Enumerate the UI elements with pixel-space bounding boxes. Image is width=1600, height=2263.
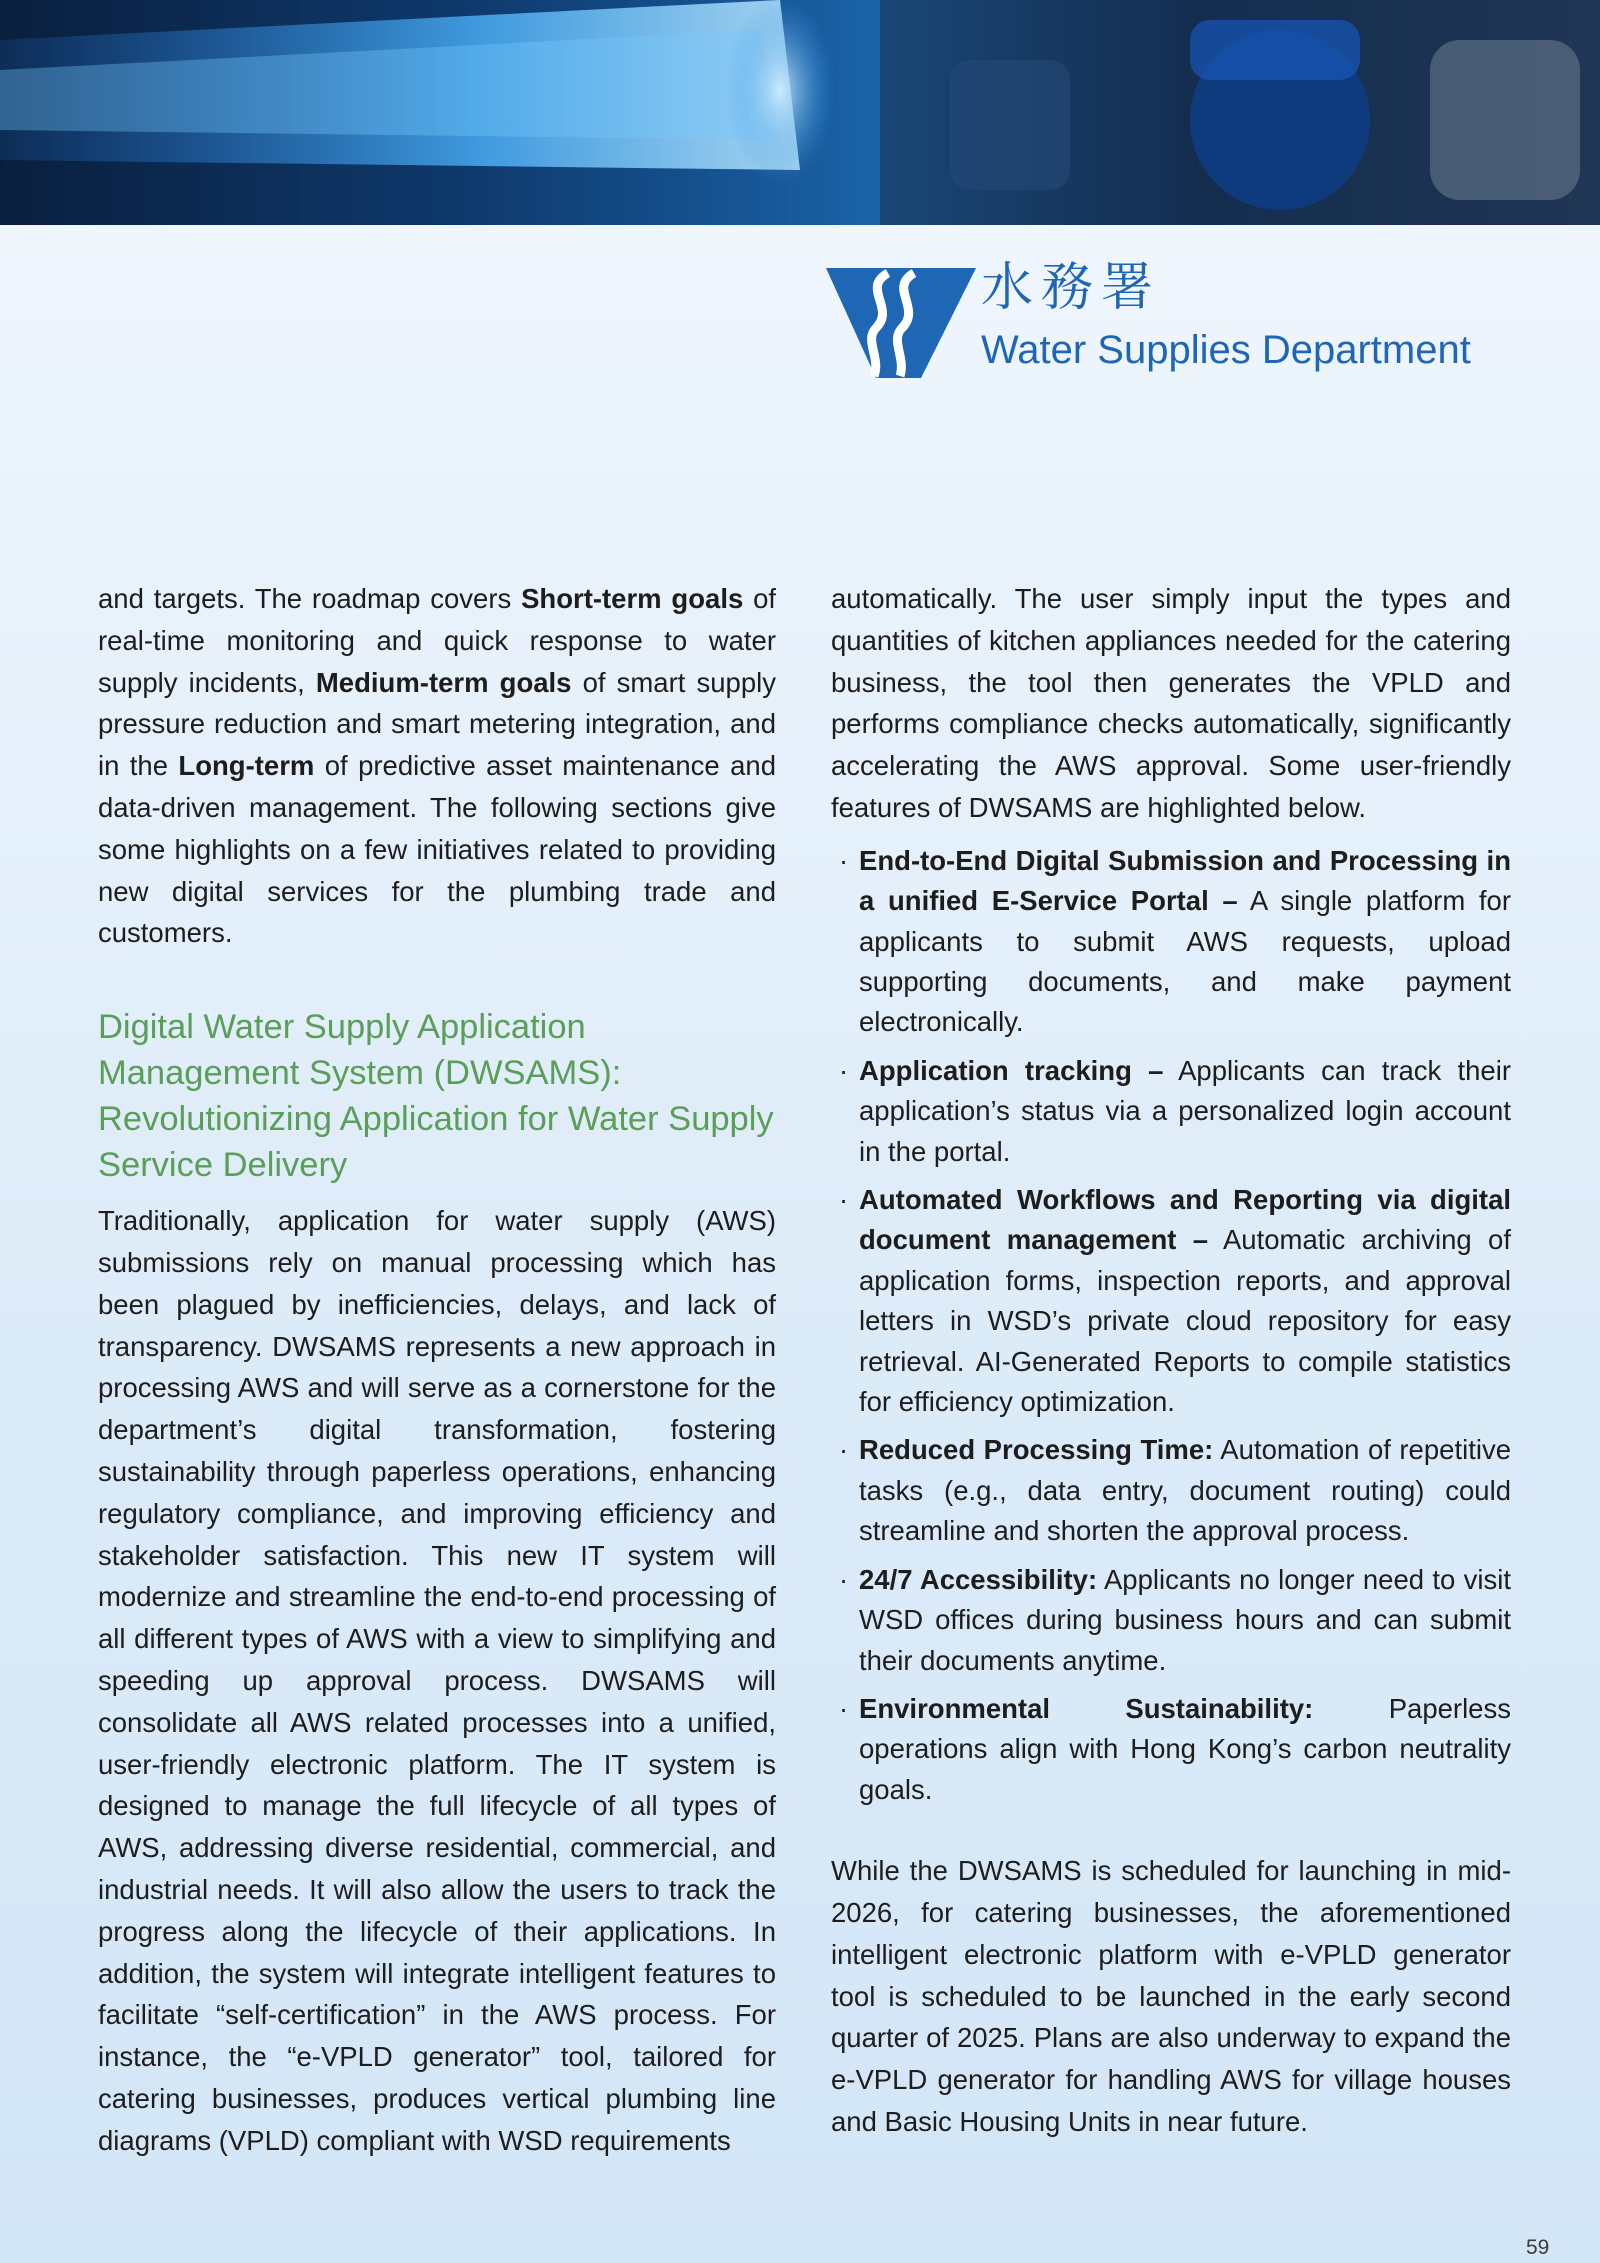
header-banner-image [0,0,1600,225]
list-item: · Application tracking – Applicants can track their application’s status via a personalized login account in the portal. [831,1051,1511,1172]
list-item: · Automated Workflows and Reporting via digital document management – Automatic archiving of application forms, inspection reports, and approval letters in WSD’s private cloud repository for easy retrieval. AI-Generated Reports to compile statistics for efficiency optimization. [831,1180,1511,1422]
bullet-marker: · [839,1184,849,1216]
banner-graphic [0,0,1600,225]
list-item: · Reduced Processing Time: Automation of repetitive tasks (e.g., data entry, document routing) could streamline and shorten the approval process. [831,1430,1511,1551]
wsd-emblem-icon [826,268,976,378]
right-column [831,578,1511,2143]
intro-paragraph: and targets. The roadmap covers Short-term goals of real-time monitoring and quick response to water supply incidents, Medium-term goals of smart supply pressure reduction and smart metering integration, and in the Long-term of predictive asset maintenance and data-driven management. The following sections give some highlights on a few initiatives related to providing new digital services for the plumbing trade and customers. [98,583,777,949]
section-heading: Digital Water Supply Application Management System (DWSAMS): Revolutionizing Application for Water Supply Service Delivery [98,1008,774,1185]
closing-paragraph: While the DWSAMS is scheduled for launching in mid-2026, for catering businesses, the aforementioned intelligent electronic platform with e-VPLD generator tool is scheduled to be launched in the early second quarter of 2025. Plans are also underway to expand the e-VPLD generator for handling AWS for village houses and Basic Housing Units in near future. [831,1855,1511,2137]
logo-chinese-name: 水務署 [981,258,1162,318]
bullet-marker: · [839,844,849,876]
continuation-paragraph: automatically. The user simply input the types and quantities of kitchen appliances needed for the catering business, the tool then generates the VPLD and performs compliance checks automatically, significantly accelerating the AWS approval. Some user-friendly features of DWSAMS are highlighted below. [831,583,1511,823]
logo-english-name: Water Supplies Department [981,328,1471,372]
list-item: · End-to-End Digital Submission and Processing in a unified E-Service Portal – A single platform for applicants to submit AWS requests, upload supporting documents, and make payment electronically. [831,841,1511,1043]
left-column [98,578,776,2162]
list-item: · 24/7 Accessibility: Applicants no longer need to visit WSD offices during business hours and can submit their documents anytime. [831,1560,1511,1681]
bullet-marker: · [839,1054,849,1086]
page-number: 59 [1526,2236,1550,2259]
list-item: · Environmental Sustainability: Paperless operations align with Hong Kong’s carbon neutrality goals. [831,1689,1511,1810]
wsd-logo [826,258,1526,392]
bullet-marker: · [839,1434,849,1466]
bullet-marker: · [839,1563,849,1595]
body-paragraph: Traditionally, application for water supply (AWS) submissions rely on manual processing which has been plagued by inefficiencies, delays, and lack of transparency. DWSAMS represents a new approach in processing AWS and will serve as a cornerstone for the department’s digital transformation, fostering sustainability through paperless operations, enhancing regulatory compliance, and improving efficiency and stakeholder satisfaction. This new IT system will modernize and streamline the end-to-end processing of all different types of AWS with a view to simplifying and speeding up approval process. DWSAMS will consolidate all AWS related processes into a unified, user-friendly electronic platform. The IT system is designed to manage the full lifecycle of all types of AWS, addressing diverse residential, commercial, and industrial needs. It will also allow the users to track the progress along the lifecycle of their applications. In addition, the system will integrate intelligent features to facilitate “self-certification” in the AWS process. For instance, the “e-VPLD generator” tool, tailored for catering businesses, produces vertical plumbing line diagrams (VPLD) compliant with WSD requirements [98,1205,776,2156]
feature-list [831,841,1511,1810]
bullet-marker: · [839,1692,849,1724]
